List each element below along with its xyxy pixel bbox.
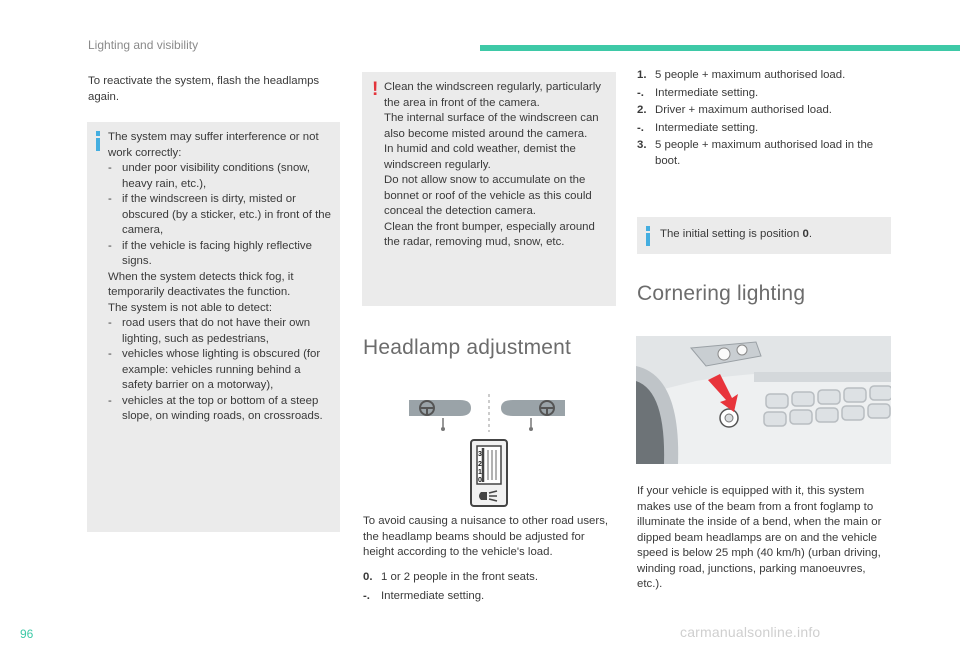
front-grille [754, 372, 891, 426]
list-item: -. Intermediate setting. [637, 86, 759, 99]
wheel-mark: 2 [478, 461, 482, 468]
warning-box-windscreen [362, 72, 616, 306]
header-accent-bar [480, 45, 960, 51]
list-item: -. Intermediate setting. [363, 589, 485, 602]
headlamp-settings-list-continued [637, 68, 891, 169]
header-section-label: Lighting and visibility [88, 38, 199, 52]
watermark: carmanualsonline.info [680, 624, 821, 640]
car-beam-low-icon [409, 400, 471, 431]
list-item: - if the vehicle is facing highly reflective signs. [108, 239, 312, 267]
warning-paragraph: Do not allow snow to accumulate on the bonnet or roof of the vehicle as this could conceal the detection camera. [384, 174, 592, 217]
wheel-mark: 3 [478, 451, 482, 458]
cornering-description: If your vehicle is equipped with it, this system makes use of the beam from a front foglamp to illuminate the inside of a bend, when the main or dipped beam headlamps are on and the vehicle speed is below 25 mph (40 km/h) (urban driving, winding road, junctions, parking manoeuvres, etc.). [637, 485, 882, 590]
list-item: 2. Driver + maximum authorised load. [637, 104, 832, 116]
info-icon [646, 226, 650, 246]
warning-paragraph: The internal surface of the windscreen can also become misted around the camera. [384, 112, 599, 140]
wheel-mark: 0 [478, 477, 482, 484]
info-icon [96, 131, 100, 151]
list-item: 1. 5 people + maximum authorised load. [637, 69, 846, 81]
intro-text: To reactivate the system, flash the headlamps again. [88, 75, 320, 103]
warning-paragraph: In humid and cold weather, demist the windscreen regularly. [384, 143, 576, 171]
page-number: 96 [20, 627, 34, 641]
list-item: 3. 5 people + maximum authorised load in the boot. [637, 139, 874, 167]
initial-setting-text: The initial setting is position 0. [660, 228, 812, 240]
foglamp-icon [720, 409, 738, 427]
list-item: - under poor visibility conditions (snow, heavy rain, etc.), [108, 162, 311, 190]
fog-note: When the system detects thick fog, it temporarily deactivates the function. [108, 270, 294, 298]
info-box-interference [87, 122, 340, 532]
headlamp-adjustment-title: Headlamp adjustment [363, 336, 572, 359]
car-beam-high-icon [501, 400, 565, 431]
wheel-mark: 1 [478, 469, 482, 476]
warning-paragraph: Clean the windscreen regularly, particularly the area in front of the camera. [384, 81, 601, 109]
warning-paragraph: Clean the front bumper, especially around the radar, removing mud, snow, etc. [384, 220, 595, 248]
warning-icon: ! [372, 79, 379, 100]
headlamp-settings-list [363, 570, 618, 604]
list-item: - if the windscreen is dirty, misted or obscured (by a sticker, etc.) in front of the camera, [108, 193, 331, 236]
list-item: 0. 1 or 2 people in the front seats. [363, 571, 539, 583]
cornering-lighting-illustration [636, 336, 891, 464]
cornering-lighting-title: Cornering lighting [637, 282, 806, 305]
list-item: - vehicles whose lighting is obscured (for example: vehicles running behind a safety barrier on a motorway), [108, 348, 321, 391]
info-box-initial-setting [637, 217, 891, 254]
headlamp-adjustment-illustration [405, 392, 570, 512]
headlamp-adjust-wheel-icon [471, 440, 507, 506]
info-lead: The system may suffer interference or not work correctly: [108, 131, 319, 159]
headlamp-description: To avoid causing a nuisance to other road users, the headlamp beams should be adjusted for height according to the vehicle's load. [363, 515, 609, 558]
list-item: -. Intermediate setting. [637, 121, 759, 134]
list-item: - vehicles at the top or bottom of a steep slope, on winding roads, on crossroads. [108, 394, 323, 422]
list-item: - road users that do not have their own lighting, such as pedestrians, [108, 317, 311, 345]
not-detect-lead: The system is not able to detect: [108, 301, 272, 314]
